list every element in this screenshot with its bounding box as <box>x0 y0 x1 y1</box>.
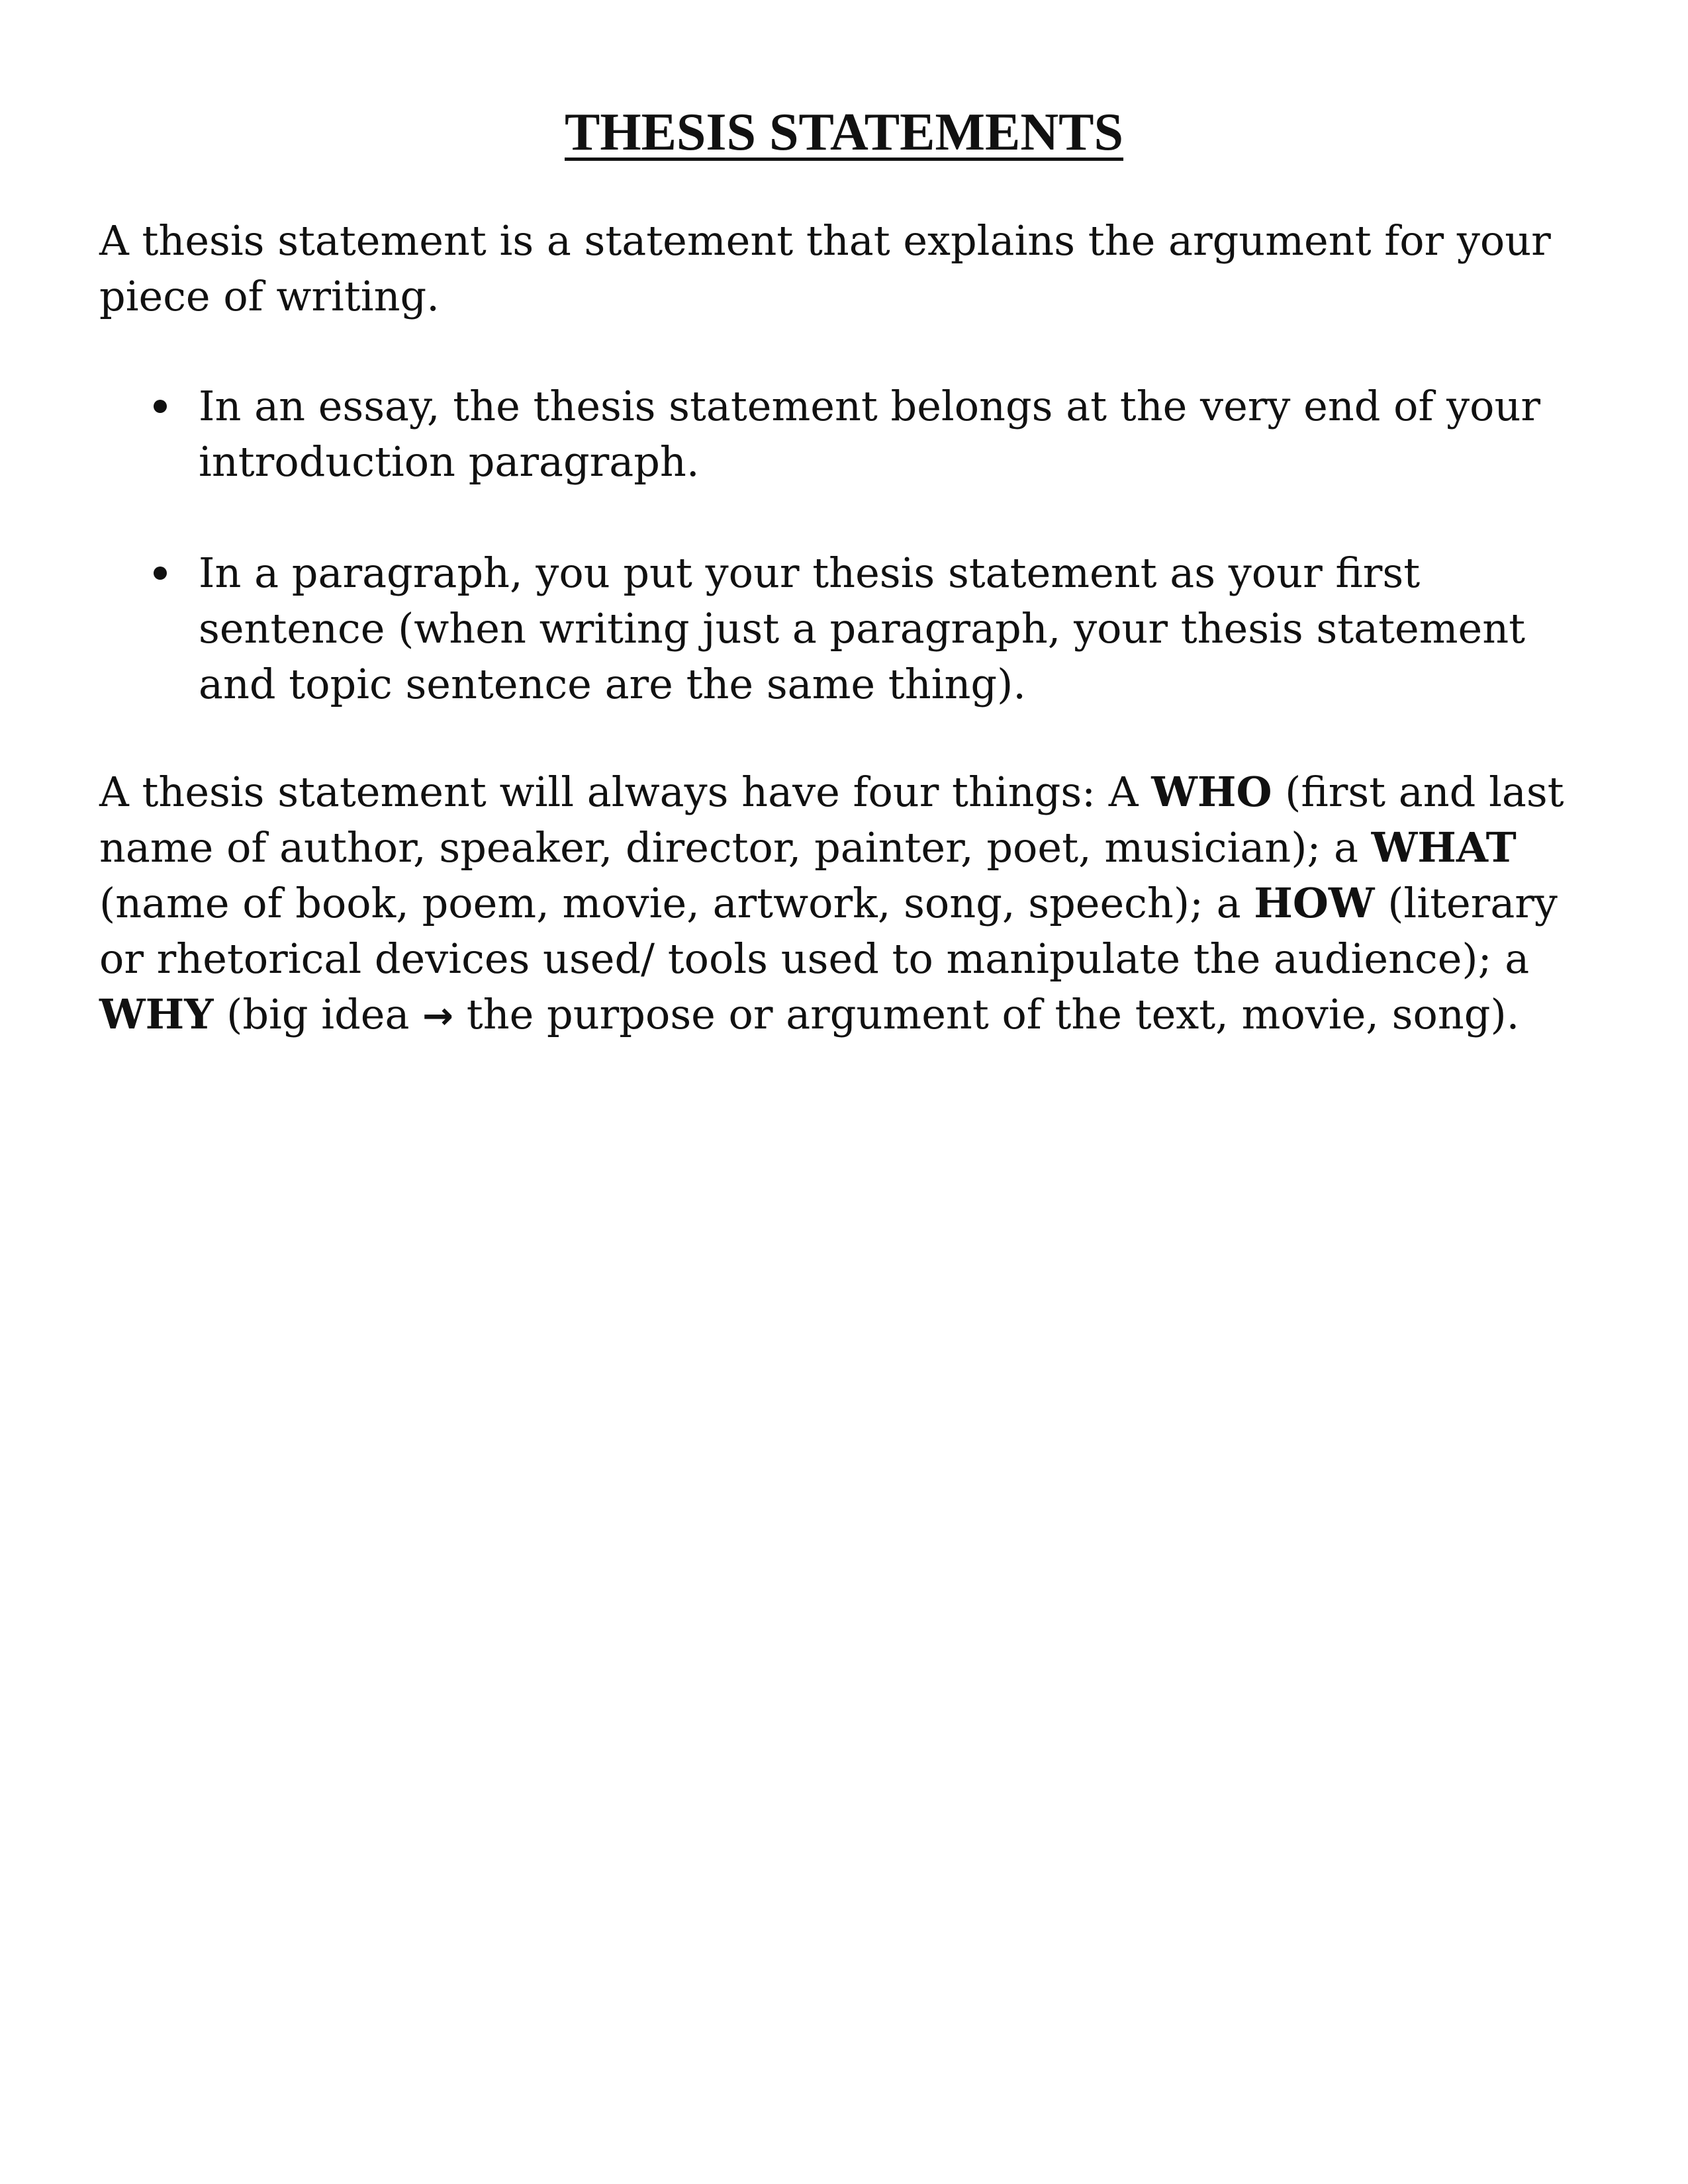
four-things-paragraph <box>99 764 1595 1044</box>
page-title-text: THESIS STATEMENTS <box>564 103 1124 161</box>
why-keyword: WHY <box>99 990 214 1038</box>
what-keyword: WHAT <box>1371 823 1517 872</box>
page-title <box>0 99 1688 165</box>
bullet-icon <box>154 400 167 413</box>
who-description: (first and last name of author, speaker, director, painter, poet, musician); a <box>99 768 1564 872</box>
four-things-tail: the purpose or argument of the text, movie, song). <box>453 990 1520 1038</box>
how-keyword: HOW <box>1254 879 1375 927</box>
list-item <box>0 379 1595 490</box>
four-things-lead: A thesis statement will always have four things: A <box>99 768 1152 816</box>
how-description: (literary or rhetorical devices used/ tools used to manipulate the audience); a <box>99 879 1558 983</box>
arrow-right-icon: → <box>422 995 454 1038</box>
what-description: (name of book, poem, movie, artwork, song, speech); a <box>99 879 1254 927</box>
list-item <box>0 545 1595 712</box>
who-keyword: WHO <box>1151 768 1272 816</box>
why-description: (big idea <box>213 990 423 1038</box>
bullet-list <box>0 379 1688 768</box>
list-item-text: In a paragraph, you put your thesis statement as your first sentence (when writing just a paragraph, your thesis statement and topic sentence are the same thing). <box>199 549 1526 708</box>
bullet-icon <box>154 567 167 580</box>
intro-paragraph: A thesis statement is a statement that explains the argument for your piece of writing. <box>99 216 1551 320</box>
list-item-text: In an essay, the thesis statement belongs at the very end of your introduction paragraph. <box>199 382 1541 486</box>
